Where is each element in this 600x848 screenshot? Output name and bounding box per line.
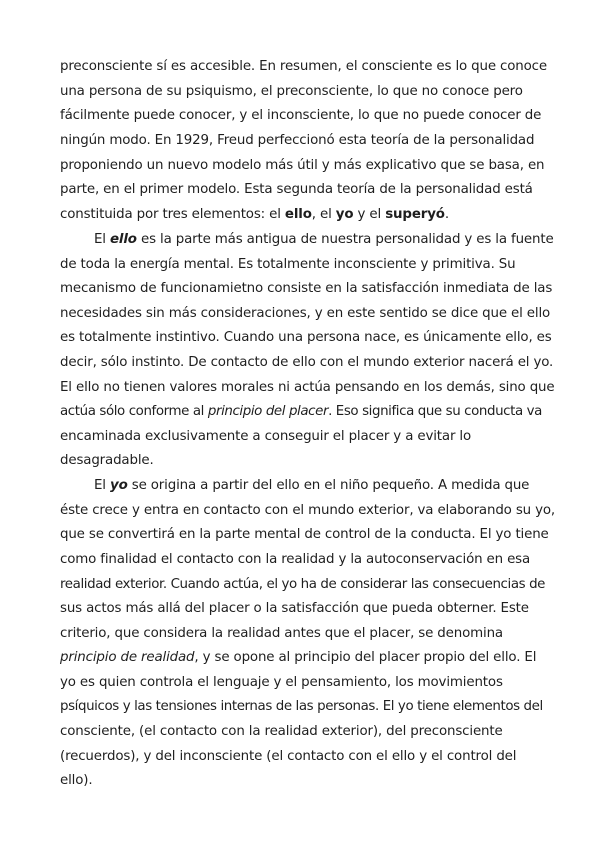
term-superyo: superyó [385,207,445,222]
text-line: decir, sólo instinto. De contacto de ello con el mundo exterior nacerá el yo. [60,355,554,370]
text-line: mecanismo de funcionamietno consiste en la satisfacción inmediata de las [60,281,553,296]
text-line: una persona de su psiquismo, el preconsciente, lo que no conoce pero [60,84,523,99]
text-line: sus actos más allá del placer o la satisfacción que pueda obterner. Este [60,601,529,616]
text-line: criterio, que considera la realidad antes que el placer, se denomina [60,626,503,641]
text-line: (recuerdos), y del inconsciente (el contacto con el ello y el control del [60,749,517,764]
term-yo: yo [110,478,128,493]
text-line: que se convertirá en la parte mental de control de la conducta. El yo tiene [60,527,549,542]
text-line: proponiendo un nuevo modelo más útil y más explicativo que se basa, en [60,158,545,173]
term-ello: ello [284,207,312,222]
text-line: principio de realidad, y se opone al principio del placer propio del ello. El [60,650,537,665]
text-line: éste crece y entra en contacto con el mundo exterior, va elaborando su yo, [60,503,556,518]
text-line: necesidades sin más consideraciones, y en este sentido se dice que el ello [60,306,551,321]
text-line: El yo se origina a partir del ello en el niño pequeño. A medida que [94,478,530,493]
text-line: desagradable. [60,453,154,468]
text-line: yo es quien controla el lenguaje y el pensamiento, los movimientos [60,675,503,690]
text-line: El ello no tienen valores morales ni actúa pensando en los demás, sino que [60,380,555,395]
text-line: parte, en el primer modelo. Esta segunda teoría de la personalidad está [60,182,533,197]
term-ello: ello [110,232,137,247]
term-yo: yo [335,207,354,222]
text-line: encaminada exclusivamente a conseguir el placer y a evitar lo [60,429,472,444]
text-line: El ello es la parte más antigua de nuestra personalidad y es la fuente [94,232,554,247]
text-line: ello). [60,773,93,788]
text-line: actúa sólo conforme al principio del placer. Eso significa que su conducta va [60,404,542,419]
term-principio-del-placer: principio del placer [207,404,329,419]
text-line: fácilmente puede conocer, y el inconsciente, lo que no puede conocer de [60,108,542,123]
text-line: realidad exterior. Cuando actúa, el yo ha de considerar las consecuencias de [60,577,546,592]
text-line: como finalidad el contacto con la realidad y la autoconservación en esa [60,552,531,567]
term-principio-de-realidad: principio de realidad [60,650,195,665]
text-line: psíquicos y las tensiones internas de las personas. El yo tiene elementos del [60,699,543,714]
text-line: preconsciente sí es accesible. En resumen, el consciente es lo que conoce [60,59,547,74]
text-line: de toda la energía mental. Es totalmente inconsciente y primitiva. Su [60,257,516,272]
text-line: es totalmente instintivo. Cuando una persona nace, es únicamente ello, es [60,330,552,345]
text-line: ningún modo. En 1929, Freud perfeccionó esta teoría de la personalidad [60,133,535,148]
text-line: consciente, (el contacto con la realidad exterior), del preconsciente [60,724,503,739]
text-line: constituida por tres elementos: el ello, el yo y el superyó. [60,207,449,222]
